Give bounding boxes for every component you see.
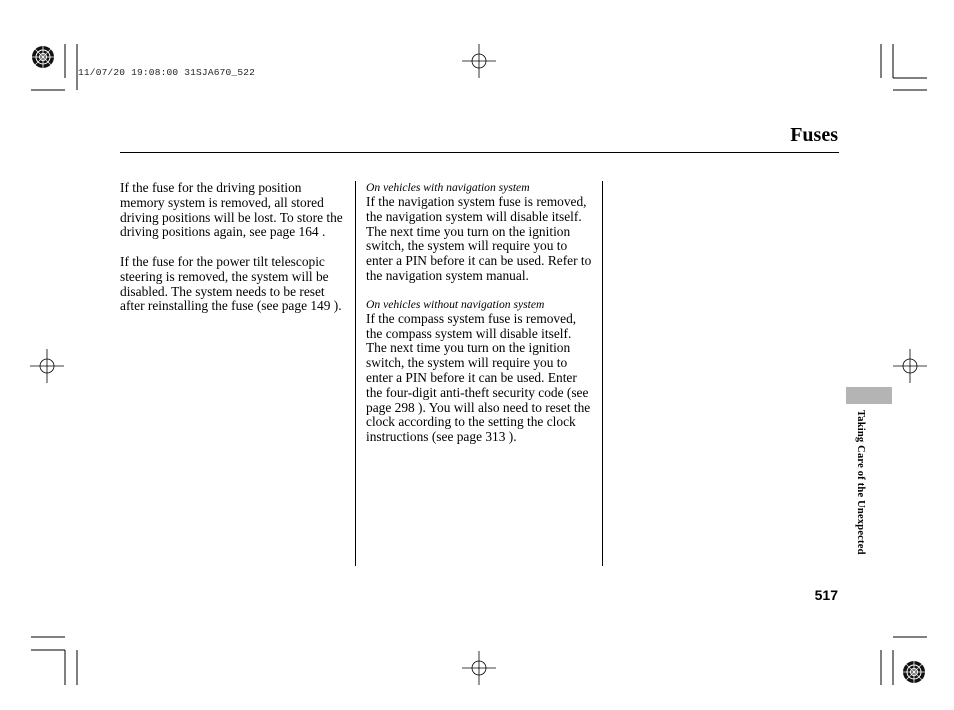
chapter-label: Taking Care of the Unexpected xyxy=(855,410,866,555)
title-rule xyxy=(120,152,839,153)
registration-target-icon xyxy=(30,44,56,70)
paragraph: If the fuse for the power tilt telescopic steering is removed, the system will be disabled. The system needs to be reset after reinstalling the fuse (see page 149 ). xyxy=(120,253,342,314)
section-subheading: On vehicles without navigation system xyxy=(366,297,545,311)
paragraph: If the compass system fuse is removed, the compass system will disable itself. The next time you turn on the ignition switch, the system will require you to enter a PIN before it can be used. Enter the four-digit anti-theft security code (see page 298 ). You will also need to reset the clock according to the setting the clock instructions (see page 313 ). xyxy=(366,310,591,445)
print-slug: 11/07/20 19:08:00 31SJA670_522 xyxy=(78,67,256,78)
column-divider xyxy=(355,181,356,566)
registration-target-icon xyxy=(901,659,927,685)
paragraph: If the fuse for the driving position memory system is removed, all stored driving positions will be lost. To store the driving positions again, see page 164 . xyxy=(120,180,343,240)
paragraph: If the navigation system fuse is removed, the navigation system will disable itself. The next time you turn on the ignition switch, the system will require you to enter a PIN before it can be used. Refer to the navigation system manual. xyxy=(366,194,592,283)
column-2 xyxy=(366,181,594,445)
section-subheading: On vehicles with navigation system xyxy=(366,181,530,194)
column-divider xyxy=(602,181,603,566)
chapter-tab xyxy=(846,387,892,404)
column-1 xyxy=(120,181,348,314)
page-number: 517 xyxy=(814,587,838,603)
page-title: Fuses xyxy=(790,124,838,146)
